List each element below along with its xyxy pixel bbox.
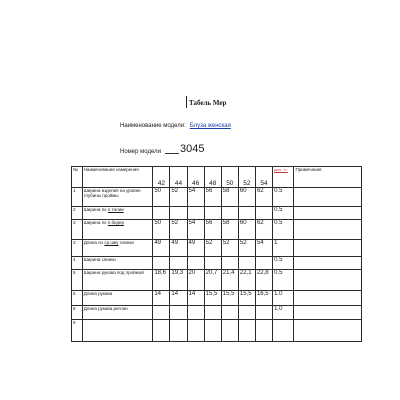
row-value [153,306,170,320]
row-value [204,207,221,220]
row-value: 62 [255,188,272,207]
row-value: 18,6 [153,270,170,291]
table-row [72,207,362,220]
table-header-row [72,167,362,188]
table-row [72,240,362,257]
row-value: 56 [204,220,221,240]
row-value [187,320,204,342]
row-value [170,207,187,220]
row-value [153,207,170,220]
row-allowance: 0.5 [273,188,294,207]
document-title: Табель Мер [189,99,227,107]
row-number: 9 [72,320,83,342]
row-name: Ширина рукава под проймой [82,270,153,291]
row-number: 5 [72,270,83,291]
row-number: 8 [72,306,83,320]
table-row [72,320,362,342]
row-value [221,306,238,320]
row-name: Длина по ср.шву спинки [82,240,153,257]
row-value [238,207,255,220]
row-value: 49 [170,240,187,257]
table-row [72,306,362,320]
row-value: 20 [187,270,204,291]
row-notes [294,291,362,306]
row-value: 15,5 [204,291,221,306]
header-size: 48 [204,167,221,188]
row-name: Ширина изделия на уровне глубины проймы [82,188,153,207]
header-size: 52 [238,167,255,188]
row-value: 52 [170,188,187,207]
row-name: Ширина по п.талии [82,207,153,220]
table-row [72,257,362,270]
row-allowance: 1 [273,240,294,257]
row-value [221,257,238,270]
header-size: 44 [170,167,187,188]
row-value: 21,4 [221,270,238,291]
row-value: 50 [153,220,170,240]
row-value: 52 [238,240,255,257]
row-allowance: 0.5 [273,207,294,220]
header-size: 42 [153,167,170,188]
header-size: 54 [255,167,272,188]
table-row [72,270,362,291]
row-value [238,257,255,270]
header-name: Наименование измерения [82,167,153,188]
row-value [170,257,187,270]
row-value [187,207,204,220]
row-number: 4 [72,257,83,270]
row-value [255,207,272,220]
row-value: 54 [187,188,204,207]
row-value: 58 [221,188,238,207]
header-size: 50 [221,167,238,188]
row-notes [294,270,362,291]
row-number: 6 [72,291,83,306]
row-notes [294,306,362,320]
table-row [72,188,362,207]
row-value [204,320,221,342]
header-number: № [72,167,83,188]
row-value [153,257,170,270]
row-value: 19,3 [170,270,187,291]
row-notes [294,188,362,207]
model-number-value: 3045 [179,143,205,155]
row-value: 16,5 [255,291,272,306]
row-value: 14 [170,291,187,306]
row-allowance: 1.0 [273,306,294,320]
row-value: 20,7 [204,270,221,291]
row-value [221,320,238,342]
model-name-value: Блуза женская [189,123,231,129]
row-value [187,257,204,270]
row-value: 60 [238,220,255,240]
row-notes [294,207,362,220]
row-name: Ширина по п.бедер [82,220,153,240]
row-value [170,306,187,320]
row-value: 52 [170,220,187,240]
row-notes [294,220,362,240]
row-value: 58 [221,220,238,240]
text-cursor [186,96,187,108]
row-value: 60 [238,188,255,207]
row-number: 3 [72,240,83,257]
row-value [187,306,204,320]
row-value [238,320,255,342]
table-row [72,291,362,306]
row-value: 50 [153,188,170,207]
model-number-label: Номер модели [120,149,161,155]
row-value: 22,8 [255,270,272,291]
row-allowance: 1.0 [273,291,294,306]
row-value [255,306,272,320]
row-notes [294,257,362,270]
row-value: 22,1 [238,270,255,291]
model-name-label: Наименование модели: [120,123,186,129]
measurement-table [71,166,362,342]
row-value: 62 [255,220,272,240]
row-value [255,257,272,270]
row-value: 54 [255,240,272,257]
row-number: 3 [72,220,83,240]
row-value: 52 [204,240,221,257]
row-number: 2 [72,207,83,220]
header-size: 46 [187,167,204,188]
row-value: 15,5 [221,291,238,306]
row-value: 15,5 [238,291,255,306]
row-allowance: 0.5 [273,220,294,240]
row-value [153,320,170,342]
row-name: Длина рукава [82,291,153,306]
row-allowance [273,320,294,342]
table-row [72,220,362,240]
row-value [204,257,221,270]
row-name [82,320,153,342]
row-value [255,320,272,342]
header-notes: Примечания [294,167,362,188]
row-allowance: 0.5 [273,257,294,270]
row-value: 54 [187,220,204,240]
row-value: 52 [221,240,238,257]
row-notes [294,320,362,342]
row-value: 14 [153,291,170,306]
row-name: Длина рукава реглан [82,306,153,320]
row-value [204,306,221,320]
model-name-row [120,123,231,129]
model-number-row [120,144,204,155]
row-allowance: 0.5 [273,270,294,291]
row-value [170,320,187,342]
row-name: Ширина спинки [82,257,153,270]
row-value: 49 [153,240,170,257]
header-allowance: доп. +/- [273,167,294,188]
row-number: 1 [72,188,83,207]
row-value [221,207,238,220]
row-value: 56 [204,188,221,207]
row-value: 49 [187,240,204,257]
model-number-blank [165,153,179,154]
row-value [238,306,255,320]
row-notes [294,240,362,257]
row-value: 14 [187,291,204,306]
